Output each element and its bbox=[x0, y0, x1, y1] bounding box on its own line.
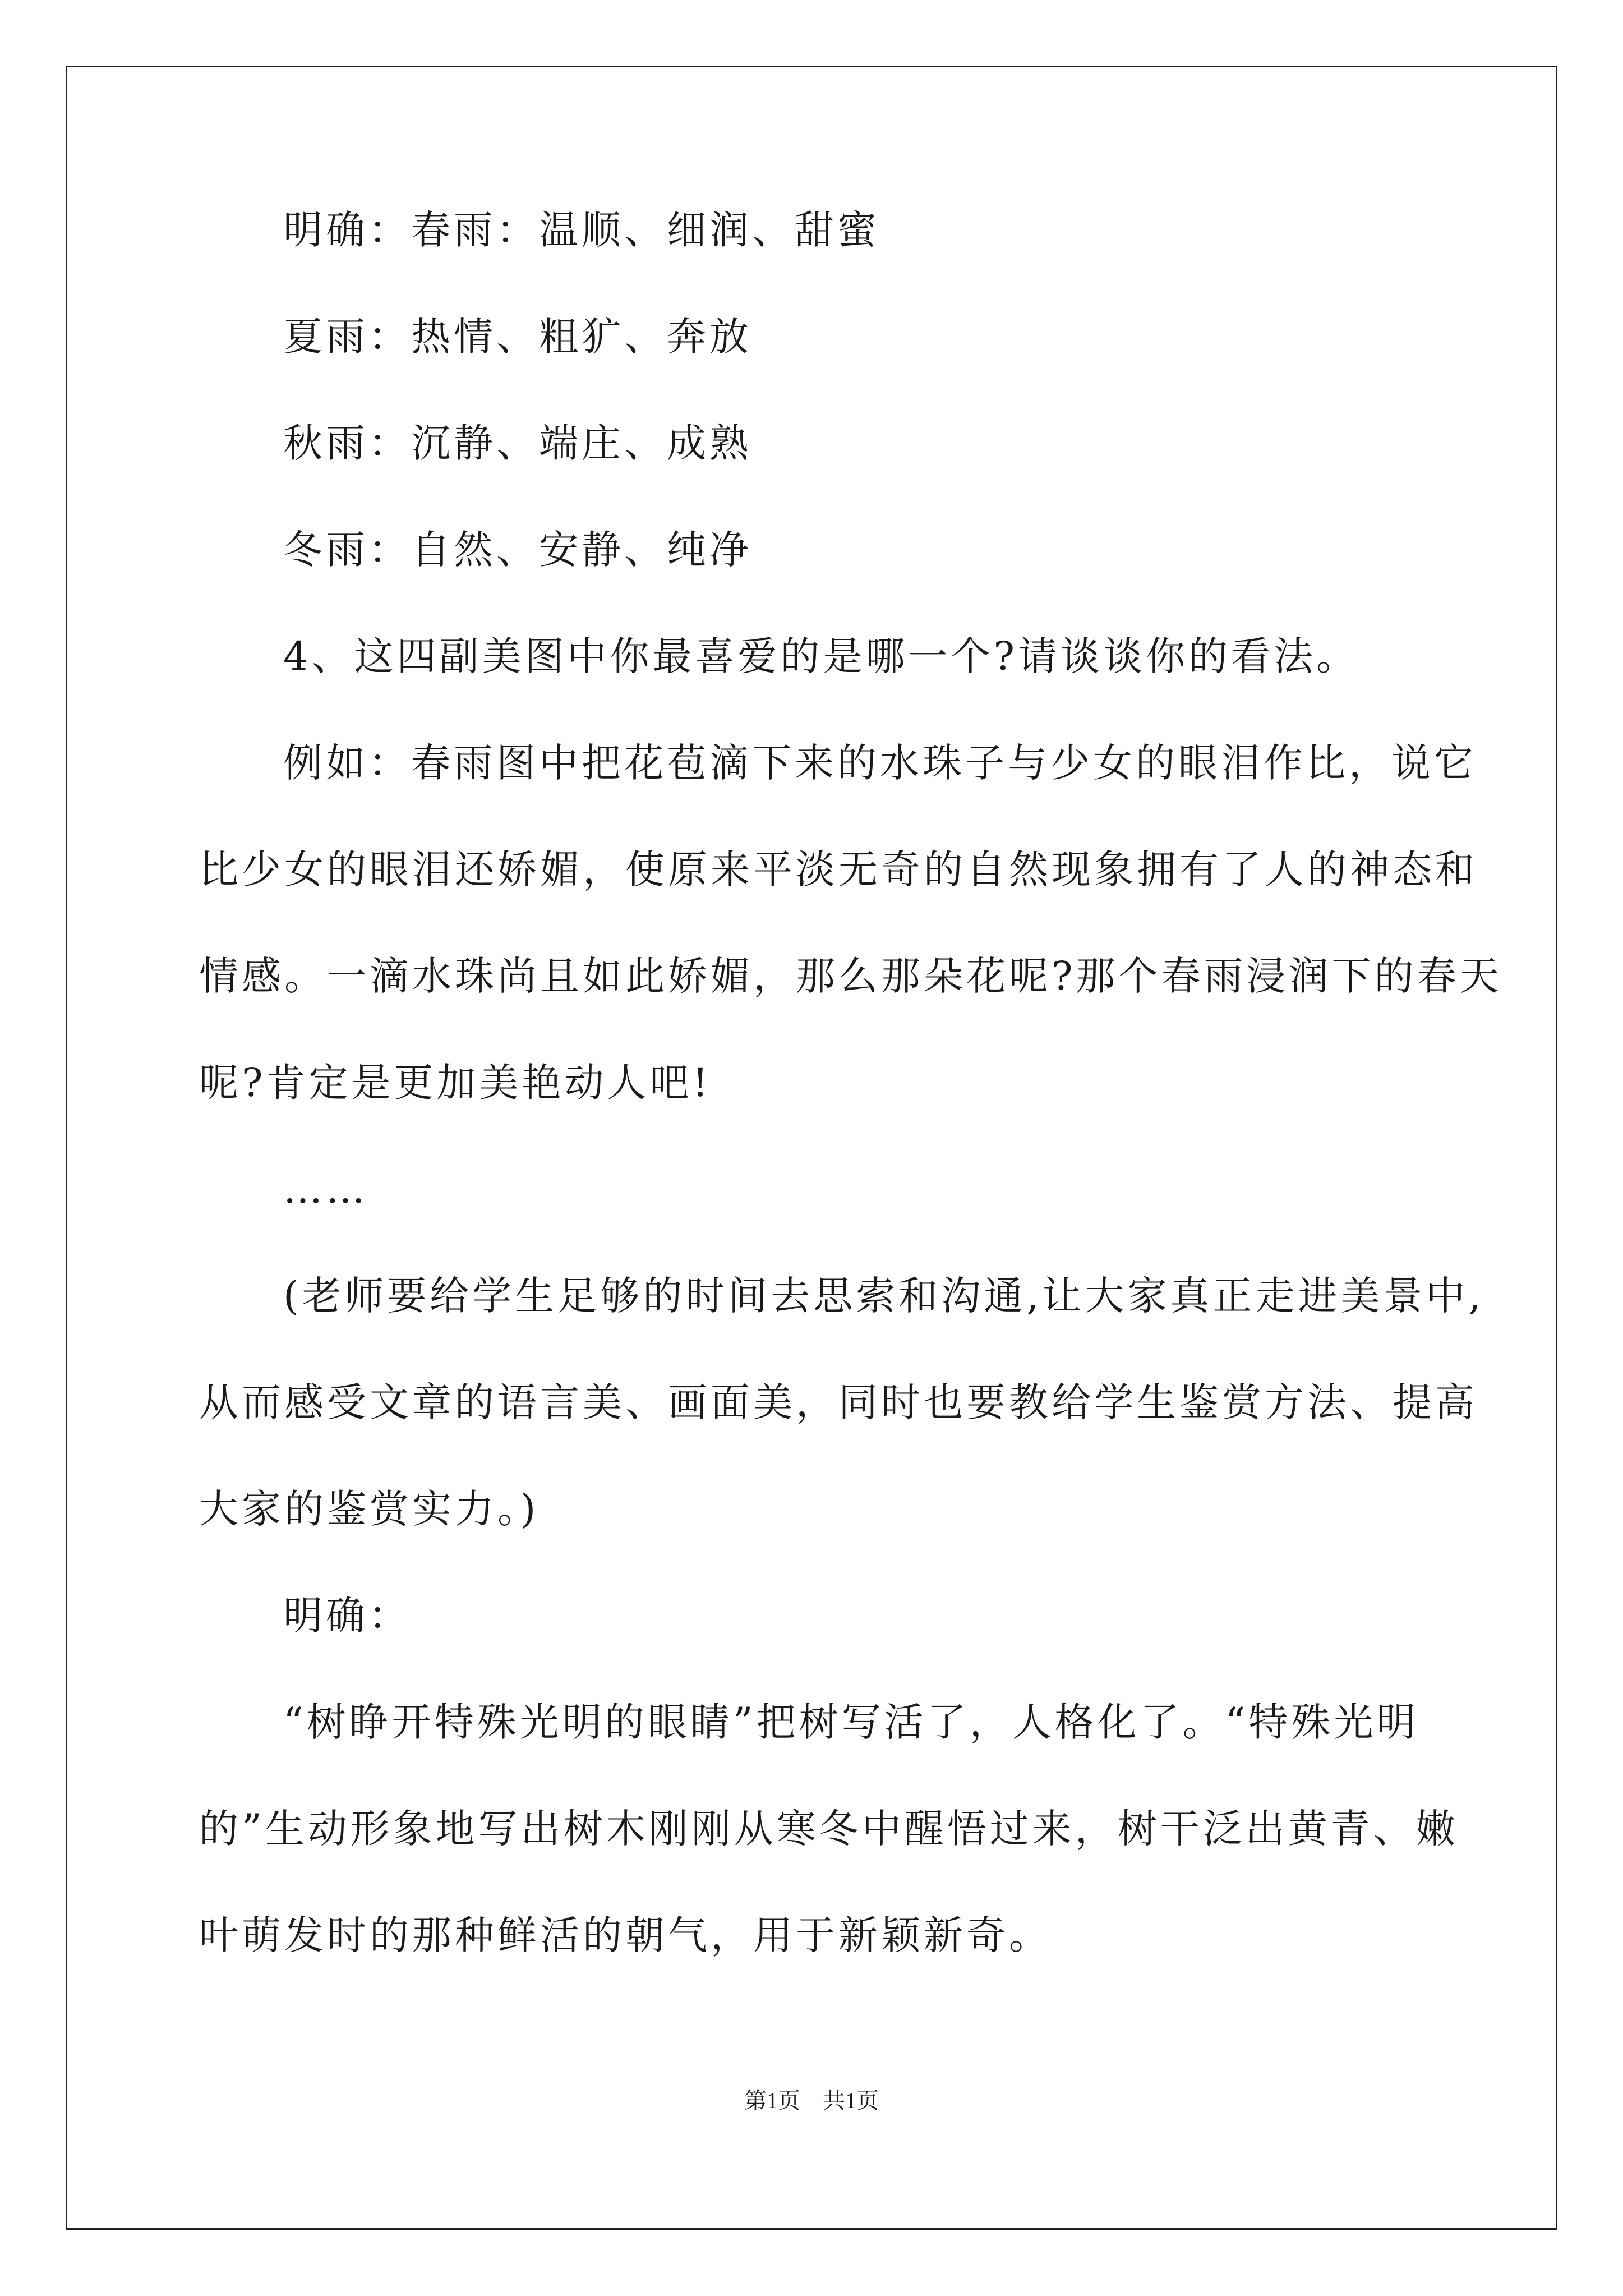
paragraph-line: 大家的鉴赏实力。) bbox=[199, 1486, 540, 1532]
paragraph-line: 明确： bbox=[283, 1593, 411, 1639]
paragraph-line: 例如：春雨图中把花苞滴下来的水珠子与少女的眼泪作比，说它 bbox=[283, 740, 1477, 786]
paragraph-line: 比少女的眼泪还娇媚，使原来平淡无奇的自然现象拥有了人的神态和 bbox=[199, 846, 1478, 892]
paragraph-line: 叶萌发时的那种鲜活的朝气，用于新颖新奇。 bbox=[199, 1912, 1052, 1958]
page-border bbox=[66, 66, 1557, 2230]
paragraph-line: 从而感受文章的语言美、画面美，同时也要教给学生鉴赏方法、提高 bbox=[199, 1379, 1478, 1425]
paragraph-line: 冬雨：自然、安静、纯净 bbox=[283, 527, 752, 573]
paragraph-line: 4、这四副美图中你最喜爱的是哪一个?请谈谈你的看法。 bbox=[283, 633, 1359, 679]
paragraph-line: 情感。一滴水珠尚且如此娇媚，那么那朵花呢?那个春雨浸润下的春天 bbox=[199, 953, 1502, 999]
ellipsis-line: …… bbox=[283, 1166, 368, 1212]
paragraph-line: (老师要给学生足够的时间去思索和沟通,让大家真正走进美景中, bbox=[283, 1273, 1484, 1319]
paragraph-line: “树睁开特殊光明的眼睛”把树写活了，人格化了。“特殊光明 bbox=[283, 1699, 1419, 1745]
paragraph-line: 秋雨：沉静、端庄、成熟 bbox=[283, 420, 752, 466]
paragraph-line: 明确：春雨：温顺、细润、甜蜜 bbox=[283, 207, 880, 253]
paragraph-line: 的”生动形象地写出树木刚刚从寒冬中醒悟过来，树干泛出黄青、嫩 bbox=[199, 1806, 1459, 1852]
paragraph-line: 呢?肯定是更加美艳动人吧! bbox=[199, 1060, 712, 1106]
paragraph-line: 夏雨：热情、粗犷、奔放 bbox=[283, 314, 752, 360]
page-number-footer: 第1页 共1页 bbox=[744, 2088, 879, 2113]
